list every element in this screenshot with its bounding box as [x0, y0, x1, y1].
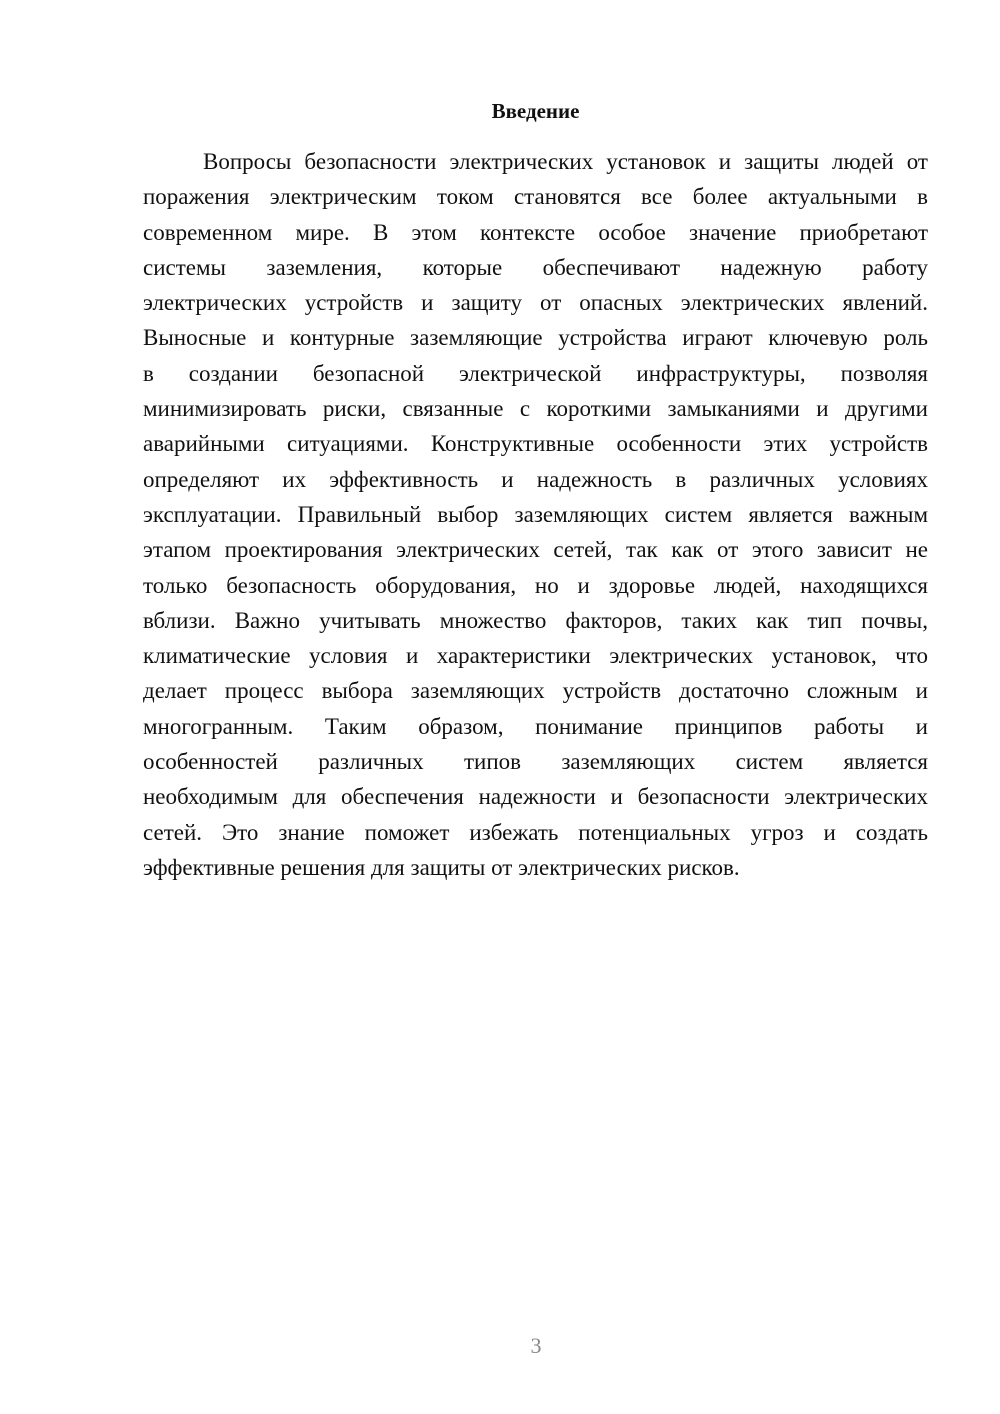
paragraph-line: эксплуатации. Правильный выбор заземляющих систем является важным: [143, 501, 928, 527]
paragraph-line: современном мире. В этом контексте особое значение приобретают: [143, 219, 928, 245]
paragraph-line: эффективные решения для защиты от электрических рисков.: [143, 854, 740, 880]
body-paragraph: [143, 144, 928, 885]
paragraph-line: особенностей различных типов заземляющих систем является: [143, 749, 928, 775]
paragraph-line: вблизи. Важно учитывать множество факторов, таких как тип почвы,: [143, 607, 928, 633]
paragraph-line: системы заземления, которые обеспечивают надежную работу: [143, 254, 928, 280]
paragraph-line: сетей. Это знание поможет избежать потенциальных угроз и создать: [143, 819, 928, 845]
paragraph-line: Вопросы безопасности электрических установок и защиты людей от: [203, 149, 928, 174]
paragraph-line: определяют их эффективность и надежность в различных условиях: [143, 466, 928, 492]
section-heading: Введение: [491, 99, 580, 123]
paragraph-line: климатические условия и характеристики электрических установок, что: [143, 643, 928, 669]
paragraph-line: электрических устройств и защиту от опасных электрических явлений.: [143, 290, 928, 316]
paragraph-line: в создании безопасной электрической инфраструктуры, позволяя: [143, 360, 928, 386]
page-number: 3: [530, 1333, 542, 1358]
paragraph-line: только безопасность оборудования, но и здоровье людей, находящихся: [143, 572, 928, 598]
paragraph-line: делает процесс выбора заземляющих устройств достаточно сложным и: [143, 678, 928, 704]
paragraph-line: многогранным. Таким образом, понимание принципов работы и: [143, 713, 928, 739]
paragraph-line: этапом проектирования электрических сетей, так как от этого зависит не: [143, 537, 928, 563]
paragraph-line: Выносные и контурные заземляющие устройства играют ключевую роль: [143, 325, 928, 351]
paragraph-line: необходимым для обеспечения надежности и безопасности электрических: [143, 784, 928, 810]
paragraph-line: поражения электрическим током становятся все более актуальными в: [143, 184, 928, 210]
paragraph-line: аварийными ситуациями. Конструктивные особенности этих устройств: [143, 431, 928, 457]
paragraph-line: минимизировать риски, связанные с короткими замыканиями и другими: [143, 396, 928, 422]
